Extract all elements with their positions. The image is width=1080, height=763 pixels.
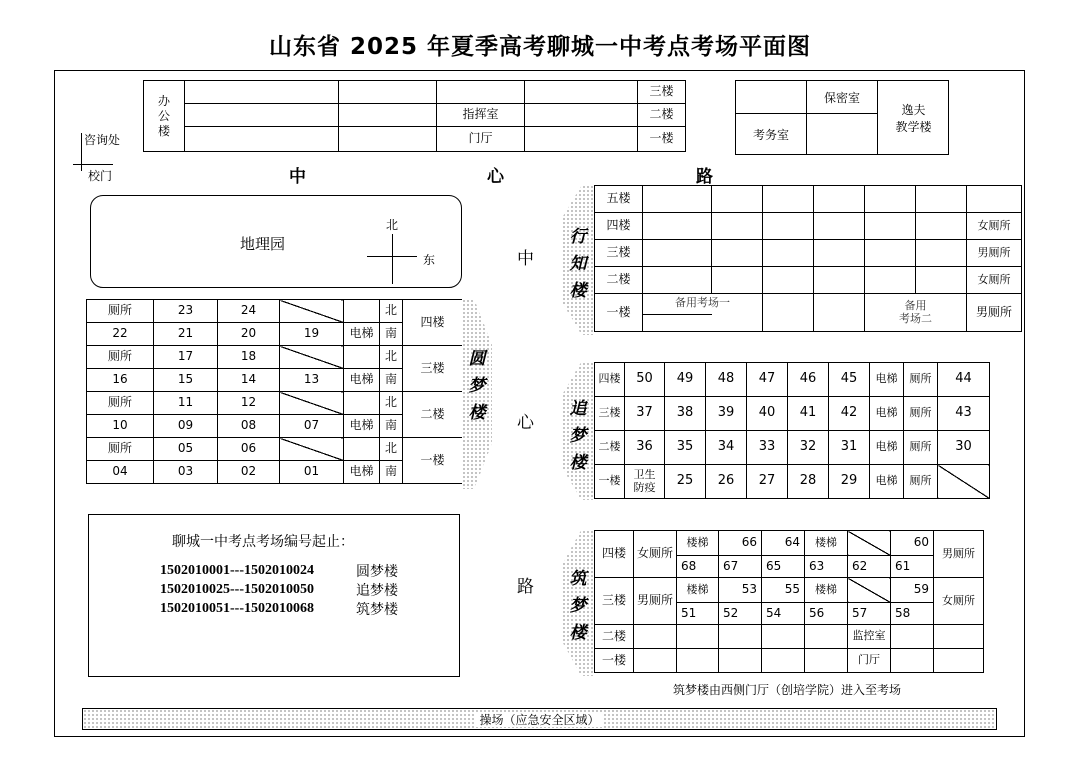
office-building-label: 办 公 楼 xyxy=(144,81,185,152)
exam-room: 30 xyxy=(938,431,990,465)
exam-room: 21 xyxy=(154,323,218,346)
orientation-label: 北 xyxy=(380,438,403,461)
restroom: 厕所 xyxy=(904,363,938,397)
road-label: 心 xyxy=(487,167,504,187)
exam-room: 66 xyxy=(719,531,762,556)
floor-label: 三楼 xyxy=(595,397,625,431)
room xyxy=(634,625,677,649)
playground-label xyxy=(82,711,997,728)
exam-room: 20 xyxy=(218,323,280,346)
road-label: 路 xyxy=(517,577,534,597)
floor-label: 三楼 xyxy=(595,240,643,267)
floor-label: 一楼 xyxy=(638,127,686,152)
elevator: 电梯 xyxy=(344,415,380,438)
key-range: 1502010001---1502010024 xyxy=(160,563,314,578)
restroom: 男厕所 xyxy=(634,578,677,625)
exam-room: 58 xyxy=(891,603,934,625)
backup-room-1: 备用考场一 xyxy=(643,294,763,332)
exam-room: 06 xyxy=(218,438,280,461)
office-room xyxy=(185,81,339,104)
health-room: 卫生 防疫 xyxy=(625,465,665,499)
exam-room: 39 xyxy=(706,397,747,431)
exam-room: 23 xyxy=(154,300,218,323)
restroom: 女厕所 xyxy=(934,578,984,625)
room xyxy=(814,240,865,267)
divider xyxy=(735,113,807,114)
xingzhi-name: 行 知 楼 xyxy=(569,227,587,301)
compass-ew xyxy=(367,256,417,257)
restroom: 男厕所 xyxy=(934,531,984,578)
yifu-building: 逸夫 教学楼 xyxy=(895,103,932,134)
restroom: 厕所 xyxy=(904,431,938,465)
restroom: 厕所 xyxy=(87,346,154,369)
exam-room: 27 xyxy=(747,465,788,499)
key-building: 圆梦楼 xyxy=(356,564,398,580)
exam-room: 17 xyxy=(154,346,218,369)
road-label: 路 xyxy=(696,167,713,187)
exam-room: 50 xyxy=(625,363,665,397)
room xyxy=(763,213,814,240)
office-room xyxy=(185,104,339,127)
floor-label: 四楼 xyxy=(403,300,463,346)
exam-office: 考务室 xyxy=(752,128,789,142)
orientation-label: 北 xyxy=(380,346,403,369)
floor-label: 一楼 xyxy=(403,438,463,484)
blank-cell xyxy=(848,531,891,556)
floor-label: 三楼 xyxy=(595,578,634,625)
floor-label: 四楼 xyxy=(595,363,625,397)
floor-label: 一楼 xyxy=(595,465,625,499)
exam-room: 07 xyxy=(280,415,344,438)
room xyxy=(814,186,865,213)
exam-room: 16 xyxy=(87,369,154,392)
blank-cell xyxy=(280,392,344,415)
room xyxy=(805,625,848,649)
floor-label: 一楼 xyxy=(595,649,634,673)
room xyxy=(762,625,805,649)
exam-room: 01 xyxy=(280,461,344,484)
exam-room: 52 xyxy=(719,603,762,625)
office-room xyxy=(339,104,437,127)
xingzhi-building xyxy=(594,185,1022,332)
zhuimeng-building xyxy=(594,362,990,499)
exam-room: 25 xyxy=(665,465,706,499)
exam-room: 02 xyxy=(218,461,280,484)
key-heading: 聊城一中考点考场编号起止： xyxy=(172,534,354,550)
exam-room: 38 xyxy=(665,397,706,431)
blank-cell xyxy=(938,465,990,499)
floor-label: 二楼 xyxy=(595,431,625,465)
exam-room: 51 xyxy=(677,603,719,625)
exam-room: 44 xyxy=(938,363,990,397)
zhumeng-entry-note: 筑梦楼由西侧门厅（创培学院）进入至考场 xyxy=(673,683,902,697)
exam-room: 48 xyxy=(706,363,747,397)
restroom: 厕所 xyxy=(904,397,938,431)
monitor-room: 监控室 xyxy=(848,625,891,649)
lobby: 门厅 xyxy=(848,649,891,673)
exam-room: 32 xyxy=(788,431,829,465)
restroom: 厕所 xyxy=(87,438,154,461)
exam-room: 60 xyxy=(891,531,934,556)
exam-room: 03 xyxy=(154,461,218,484)
exam-room: 33 xyxy=(747,431,788,465)
room xyxy=(891,649,934,673)
room xyxy=(762,649,805,673)
floor-label: 二楼 xyxy=(595,625,634,649)
exam-room: 34 xyxy=(706,431,747,465)
exam-room: 36 xyxy=(625,431,665,465)
room xyxy=(916,267,967,294)
zhumeng-building xyxy=(594,530,984,673)
elevator: 电梯 xyxy=(870,363,904,397)
room xyxy=(677,625,719,649)
restroom: 男厕所 xyxy=(967,240,1022,267)
exam-room: 09 xyxy=(154,415,218,438)
secure-room: 保密室 xyxy=(823,91,860,105)
room xyxy=(719,649,762,673)
yuanmeng-name: 圆 梦 楼 xyxy=(468,349,486,423)
road-label: 心 xyxy=(517,413,534,433)
exam-room: 22 xyxy=(87,323,154,346)
road-label: 中 xyxy=(289,167,306,187)
room xyxy=(865,267,916,294)
office-room xyxy=(437,81,525,104)
restroom: 女厕所 xyxy=(634,531,677,578)
exam-room: 31 xyxy=(829,431,870,465)
orientation-label: 北 xyxy=(380,392,403,415)
room xyxy=(763,267,814,294)
page-title: 山东省 2025 年夏季高考聊城一中考点考场平面图 xyxy=(268,34,812,60)
room xyxy=(814,267,865,294)
divider xyxy=(643,314,712,315)
office-building xyxy=(143,80,686,152)
blank-cell xyxy=(344,438,380,461)
room xyxy=(916,213,967,240)
exam-room: 26 xyxy=(706,465,747,499)
blank-cell xyxy=(280,438,344,461)
room xyxy=(643,186,712,213)
office-room xyxy=(339,127,437,152)
stairs: 楼梯 xyxy=(677,531,719,556)
exam-room: 61 xyxy=(891,556,934,578)
exam-room: 12 xyxy=(218,392,280,415)
exam-room: 10 xyxy=(87,415,154,438)
elevator: 电梯 xyxy=(344,323,380,346)
restroom: 女厕所 xyxy=(967,213,1022,240)
exam-room: 62 xyxy=(848,556,891,578)
key-range: 1502010025---1502010050 xyxy=(160,582,314,597)
floor-label: 三楼 xyxy=(403,346,463,392)
exam-room: 28 xyxy=(788,465,829,499)
floor-label: 三楼 xyxy=(638,81,686,104)
exam-room: 55 xyxy=(762,578,805,603)
exam-room: 19 xyxy=(280,323,344,346)
room xyxy=(916,186,967,213)
room xyxy=(634,649,677,673)
room xyxy=(865,240,916,267)
divider xyxy=(806,113,877,114)
room xyxy=(677,649,719,673)
garden-label: 地理园 xyxy=(240,235,286,253)
exam-room: 43 xyxy=(938,397,990,431)
office-room xyxy=(185,127,339,152)
gate-post xyxy=(81,133,82,171)
exam-room: 47 xyxy=(747,363,788,397)
key-building: 追梦楼 xyxy=(356,583,398,599)
stairs: 楼梯 xyxy=(805,531,848,556)
room xyxy=(916,240,967,267)
room xyxy=(643,213,712,240)
exam-room: 49 xyxy=(665,363,706,397)
orientation-label: 南 xyxy=(380,369,403,392)
exam-room: 64 xyxy=(762,531,805,556)
office-room xyxy=(525,127,638,152)
exam-room: 11 xyxy=(154,392,218,415)
exam-room: 54 xyxy=(762,603,805,625)
exam-room: 59 xyxy=(891,578,934,603)
floor-label: 二楼 xyxy=(403,392,463,438)
yuanmeng-building xyxy=(86,299,463,484)
exam-room: 65 xyxy=(762,556,805,578)
exam-room: 41 xyxy=(788,397,829,431)
zhuimeng-name: 追 梦 楼 xyxy=(569,399,587,473)
room xyxy=(712,240,763,267)
exam-room: 53 xyxy=(719,578,762,603)
room xyxy=(643,240,712,267)
blank-cell xyxy=(280,300,344,323)
restroom: 男厕所 xyxy=(967,294,1022,332)
exam-room: 68 xyxy=(677,556,719,578)
gate-label: 校门 xyxy=(88,169,113,183)
exam-room: 24 xyxy=(218,300,280,323)
blank-cell xyxy=(280,346,344,369)
floor-label: 二楼 xyxy=(595,267,643,294)
exam-room: 67 xyxy=(719,556,762,578)
exam-room: 05 xyxy=(154,438,218,461)
exam-room: 35 xyxy=(665,431,706,465)
room xyxy=(712,186,763,213)
exam-room: 18 xyxy=(218,346,280,369)
room xyxy=(763,186,814,213)
blank-cell xyxy=(344,392,380,415)
room xyxy=(763,294,814,332)
restroom: 女厕所 xyxy=(967,267,1022,294)
blank-cell xyxy=(848,578,891,603)
exam-room: 40 xyxy=(747,397,788,431)
exam-room: 57 xyxy=(848,603,891,625)
room xyxy=(643,267,712,294)
room xyxy=(763,240,814,267)
restroom: 厕所 xyxy=(904,465,938,499)
zhumeng-name: 筑 梦 楼 xyxy=(569,569,587,643)
floor-label: 四楼 xyxy=(595,531,634,578)
north-label: 北 xyxy=(386,218,399,232)
floor-label: 四楼 xyxy=(595,213,643,240)
east-label: 东 xyxy=(423,253,436,267)
room xyxy=(891,625,934,649)
office-room xyxy=(525,104,638,127)
orientation-label: 北 xyxy=(380,300,403,323)
road-label: 中 xyxy=(517,249,534,269)
gate-line xyxy=(73,164,113,165)
key-building: 筑梦楼 xyxy=(356,602,398,618)
key-range: 1502010051---1502010068 xyxy=(160,601,314,616)
office-room xyxy=(525,81,638,104)
room xyxy=(934,649,984,673)
blank-cell xyxy=(344,346,380,369)
exam-room: 37 xyxy=(625,397,665,431)
room xyxy=(967,186,1022,213)
room xyxy=(719,625,762,649)
exam-room: 13 xyxy=(280,369,344,392)
room xyxy=(814,213,865,240)
stairs: 楼梯 xyxy=(805,578,848,603)
room xyxy=(934,625,984,649)
exam-room: 42 xyxy=(829,397,870,431)
backup-room-2: 备用 考场二 xyxy=(865,294,967,332)
exam-room: 29 xyxy=(829,465,870,499)
elevator: 电梯 xyxy=(870,397,904,431)
exam-room: 56 xyxy=(805,603,848,625)
orientation-label: 南 xyxy=(380,323,403,346)
orientation-label: 南 xyxy=(380,415,403,438)
exam-room: 04 xyxy=(87,461,154,484)
room xyxy=(805,649,848,673)
stairs: 楼梯 xyxy=(677,578,719,603)
compass-ns xyxy=(392,234,393,284)
room xyxy=(712,213,763,240)
command-room: 指挥室 xyxy=(437,104,525,127)
elevator: 电梯 xyxy=(870,465,904,499)
exam-room: 15 xyxy=(154,369,218,392)
floor-label: 一楼 xyxy=(595,294,643,332)
exam-room: 63 xyxy=(805,556,848,578)
consult-office-label: 咨询处 xyxy=(84,133,121,147)
room xyxy=(865,186,916,213)
restroom: 厕所 xyxy=(87,392,154,415)
floor-label: 二楼 xyxy=(638,104,686,127)
office-room xyxy=(339,81,437,104)
room xyxy=(865,213,916,240)
elevator: 电梯 xyxy=(870,431,904,465)
lobby: 门厅 xyxy=(437,127,525,152)
restroom: 厕所 xyxy=(87,300,154,323)
exam-room: 46 xyxy=(788,363,829,397)
orientation-label: 南 xyxy=(380,461,403,484)
floor-label: 五楼 xyxy=(595,186,643,213)
blank-cell xyxy=(344,300,380,323)
playground-text: 操场（应急安全区域） xyxy=(476,713,602,727)
room xyxy=(814,294,865,332)
elevator: 电梯 xyxy=(344,369,380,392)
room xyxy=(712,267,763,294)
exam-room: 45 xyxy=(829,363,870,397)
elevator: 电梯 xyxy=(344,461,380,484)
exam-room: 08 xyxy=(218,415,280,438)
exam-room: 14 xyxy=(218,369,280,392)
